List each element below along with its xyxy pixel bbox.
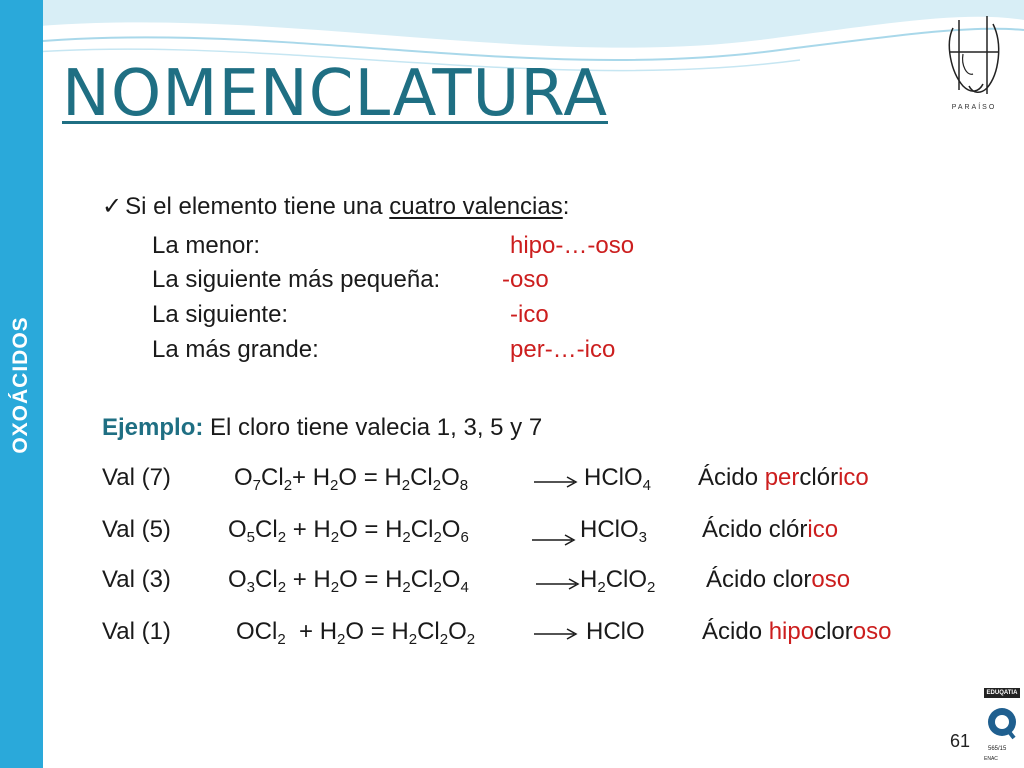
valence-suffix: -oso	[502, 266, 549, 293]
acid-formula: HClO$_4$	[584, 464, 652, 494]
badge-org: ENAC	[984, 756, 998, 762]
arrow-icon	[536, 578, 580, 590]
valence-suffix: per-…-ico	[510, 336, 616, 363]
page-number: 61	[950, 731, 971, 751]
arrow-icon	[534, 476, 578, 488]
rule-text-after: :	[562, 193, 570, 220]
valence-value: Val (5)	[102, 516, 171, 543]
valence-suffix: -ico	[510, 301, 549, 328]
check-icon: ✓	[102, 193, 123, 220]
rule-text-before: Si el elemento tiene una	[125, 193, 390, 220]
valence-label: La siguiente:	[152, 301, 289, 328]
valence-suffix: hipo-…-oso	[510, 232, 635, 259]
valence-label: La menor:	[152, 232, 261, 259]
acid-formula: HClO$_3$	[580, 516, 648, 546]
example-text: El cloro tiene valecia 1, 3, 5 y 7	[210, 414, 543, 441]
logo-text: PARAÍSO	[951, 104, 997, 111]
example-label: Ejemplo:	[102, 414, 204, 441]
acid-name: Ácido hipocloroso	[702, 618, 892, 645]
valence-value: Val (1)	[102, 618, 171, 645]
sidebar-band	[0, 0, 43, 768]
valence-label: La más grande:	[152, 336, 319, 363]
acid-name: Ácido cloroso	[706, 566, 851, 593]
reaction-equation: $O_5Cl_2 + H_2O = H_2Cl_2O_6$	[228, 516, 469, 546]
sidebar-label: OXOÁCIDOS	[9, 316, 32, 454]
badge-cert: 565/15	[988, 746, 1007, 752]
valence-label: La siguiente más pequeña:	[152, 266, 441, 293]
badge-label: EDUQATIA	[984, 688, 1020, 698]
rule-text-underlined: cuatro valencias	[389, 193, 563, 220]
reaction-equation: $O_7Cl_2+ H_2O = H_2Cl_2O_8$	[234, 464, 469, 494]
arrow-icon	[532, 534, 576, 546]
acid-formula: HClO	[586, 618, 645, 645]
valence-value: Val (7)	[102, 464, 171, 491]
reaction-equation: $O_3Cl_2 + H_2O = H_2Cl_2O_4$	[228, 566, 469, 596]
slide-title: NOMENCLATURA	[62, 57, 608, 131]
acid-formula: $H_2ClO_2$	[580, 566, 656, 596]
acid-name: Ácido clórico	[702, 516, 839, 543]
arrow-icon	[534, 628, 578, 640]
reaction-equation: $OCl_2 + H_2O = H_2Cl_2O_2$	[236, 618, 476, 648]
valence-value: Val (3)	[102, 566, 171, 593]
rule-statement	[102, 192, 569, 221]
example-line	[102, 414, 542, 442]
acid-name: Ácido perclórico	[698, 464, 869, 491]
